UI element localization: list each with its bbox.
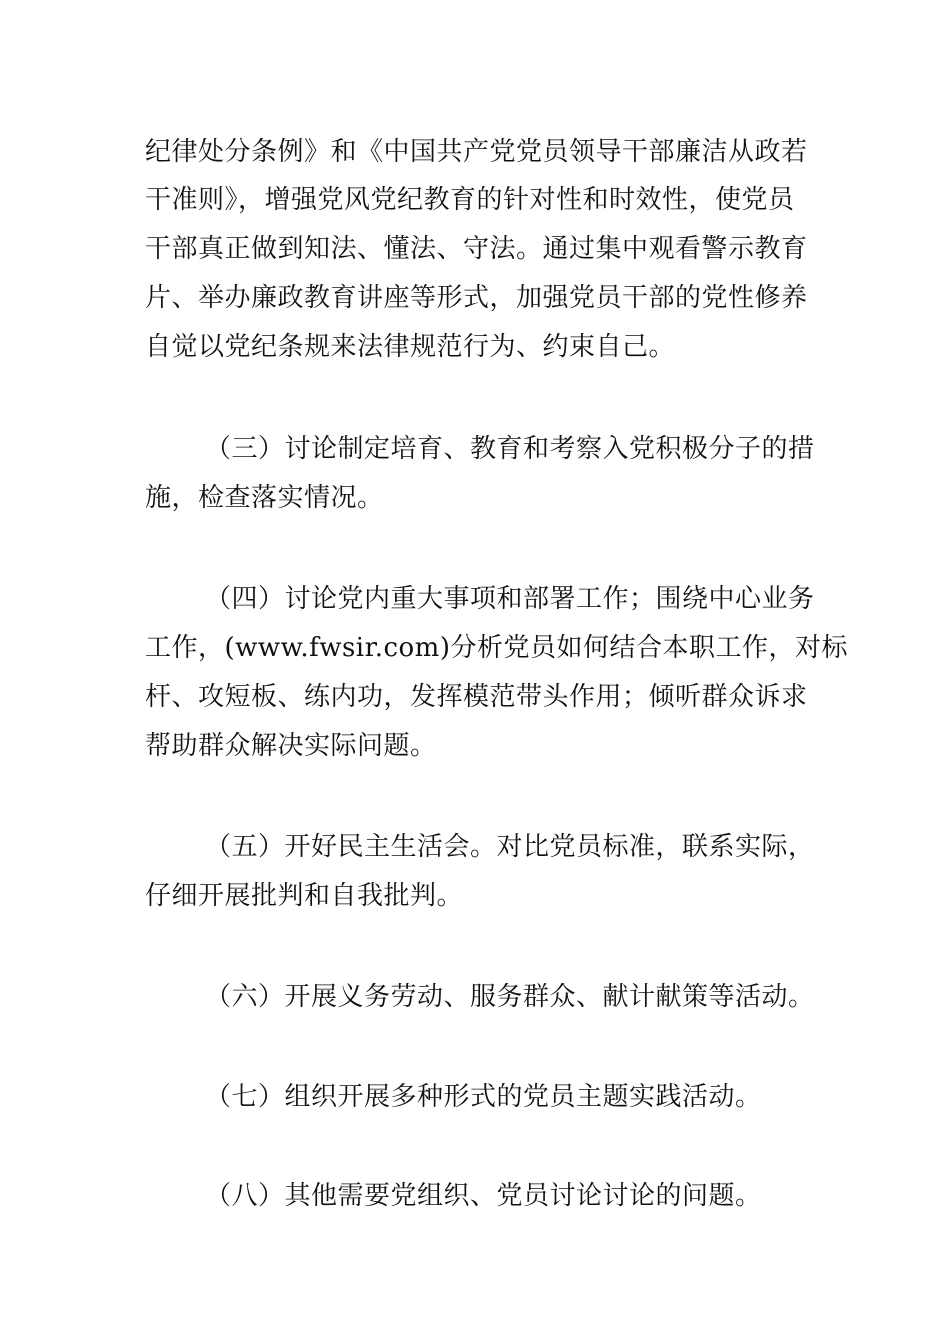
paragraph-line: 片、举办廉政教育讲座等形式，加强党员干部的党性修养 <box>145 283 808 313</box>
paragraph-line: 纪律处分条例》和《中国共产党党员领导干部廉洁从政若 <box>145 137 808 167</box>
paragraph-line: （七）组织开展多种形式的党员主题实践活动。 <box>205 1082 762 1112</box>
paragraph-line: （六）开展义务劳动、服务群众、献计献策等活动。 <box>205 982 815 1012</box>
paragraph-line: （三）讨论制定培育、教育和考察入党积极分子的措 <box>205 434 815 464</box>
paragraph-line: （五）开好民主生活会。对比党员标准，联系实际， <box>205 832 815 862</box>
paragraph-line: 工作，(www.fwsir.com)分析党员如何结合本职工作，对标 <box>145 633 848 663</box>
paragraph-line: 杆、攻短板、练内功，发挥模范带头作用；倾听群众诉求 <box>145 682 808 712</box>
paragraph-line: （四）讨论党内重大事项和部署工作；围绕中心业务 <box>205 584 815 614</box>
paragraph-line: 干准则》，增强党风党纪教育的针对性和时效性，使党员 <box>145 185 795 215</box>
paragraph-line: 仔细开展批判和自我批判。 <box>145 881 464 911</box>
paragraph-line: 施，检查落实情况。 <box>145 483 384 513</box>
paragraph-line: 帮助群众解决实际问题。 <box>145 731 437 761</box>
paragraph-line: 自觉以党纪条规来法律规范行为、约束自己。 <box>145 332 676 362</box>
paragraph-line: （八）其他需要党组织、党员讨论讨论的问题。 <box>205 1181 762 1211</box>
paragraph-line: 干部真正做到知法、懂法、守法。通过集中观看警示教育 <box>145 234 808 264</box>
